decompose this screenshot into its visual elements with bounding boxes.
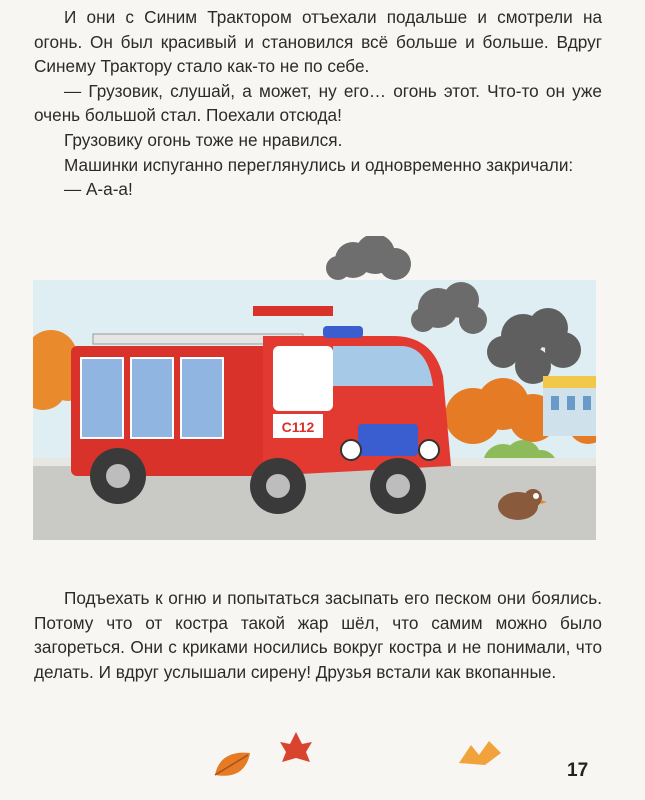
building bbox=[543, 376, 596, 436]
paragraph: Машинки испуганно переглянулись и одновременно закричали: bbox=[64, 154, 574, 175]
paragraph: Грузовику огонь тоже не нравился. bbox=[64, 129, 343, 150]
dialogue-line: — Грузовик, слушай, а может, ну его… огонь этот. Что-то он уже очень большой стал. Поехали отсюда! bbox=[34, 80, 602, 126]
dialogue-line: — А-а-а! bbox=[64, 179, 133, 200]
autumn-leaf-icon bbox=[278, 730, 314, 766]
page-number: 17 bbox=[567, 760, 589, 781]
fire-truck-illustration bbox=[33, 236, 596, 540]
paragraph: И они с Синим Трактором отъехали подальше и смотрели на огонь. Он был красивый и становился всё больше и больше. Вдруг Синему Трактору стало как-то не по себе. bbox=[34, 7, 602, 77]
illustration-svg bbox=[33, 236, 596, 540]
truck-plate: С112 bbox=[281, 419, 315, 435]
autumn-leaf-icon bbox=[455, 735, 505, 771]
autumn-leaf-icon bbox=[210, 745, 260, 785]
fire-truck-icon bbox=[71, 306, 451, 514]
top-text-block bbox=[34, 5, 602, 202]
smoke-cloud-icon bbox=[326, 236, 411, 280]
paragraph: Подъехать к огню и попытаться засыпать его песком они боялись. Потому что от костра такой жар шёл, что самим можно было загореться. Они с криками носились вокруг костра и не понимали, что делать. И вдруг услышали сирену! Друзья встали как вкопанные. bbox=[34, 588, 602, 682]
bottom-text-block bbox=[34, 586, 602, 684]
